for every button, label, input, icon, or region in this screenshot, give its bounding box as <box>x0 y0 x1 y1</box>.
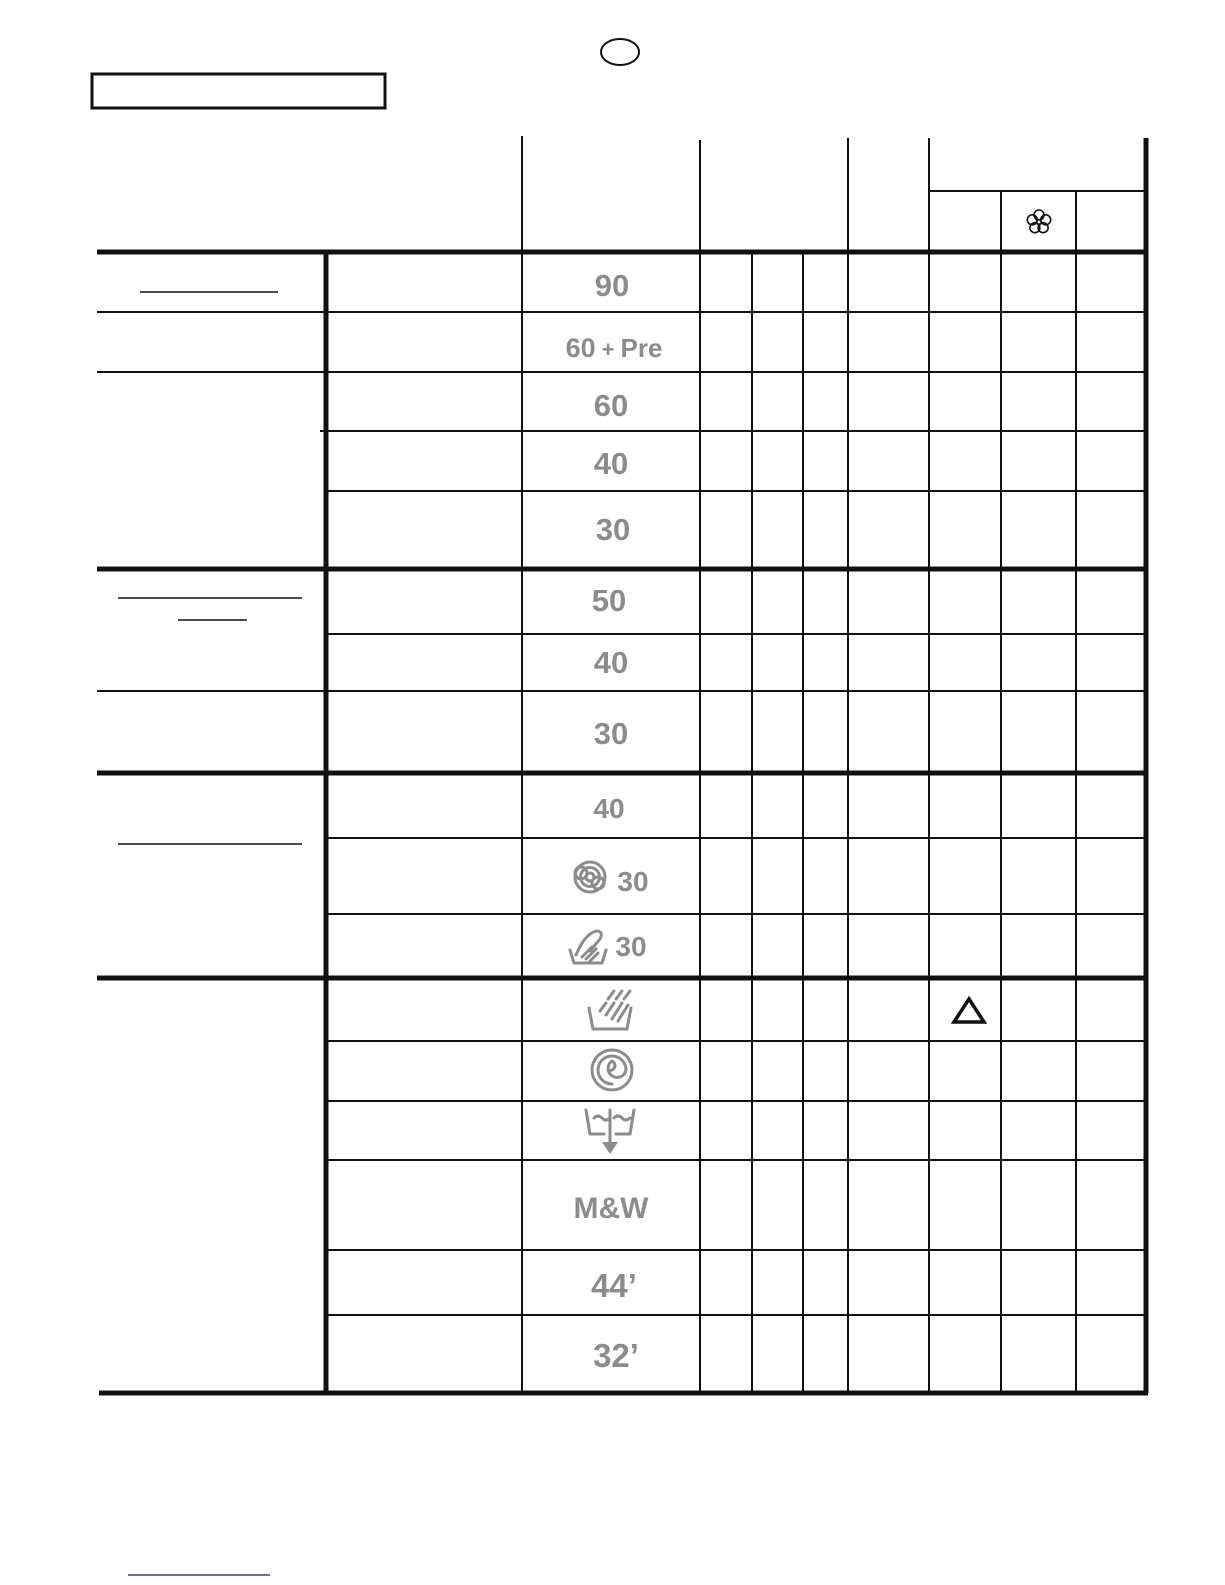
programme-label-row-15: M&W <box>573 1192 649 1225</box>
programme-label-row-8: 30 <box>593 716 629 751</box>
programme-label-row-7: 40 <box>593 645 629 680</box>
hand-wash-icon <box>570 931 606 963</box>
rinse-shower-icon <box>589 991 631 1029</box>
programme-label-row-5: 30 <box>595 512 631 547</box>
programme-label-row-3: 60 <box>593 388 629 423</box>
programme-label-row-9: 40 <box>593 793 625 824</box>
language-badge <box>601 39 639 65</box>
programme-label-row-10: 30 <box>617 866 649 897</box>
title-box <box>92 74 385 108</box>
programme-label-row-17: 32’ <box>593 1337 639 1374</box>
programme-label-row-2 <box>566 333 663 363</box>
programme-label-row-16: 44’ <box>591 1267 637 1304</box>
programme-label-row-2-plus: + <box>601 337 615 362</box>
spin-spiral-icon <box>592 1050 632 1090</box>
column-rules <box>326 252 1076 1393</box>
drain-icon <box>586 1110 634 1154</box>
table-header <box>522 136 1144 252</box>
programme-label-row-1: 90 <box>594 268 630 303</box>
programme-labels <box>566 268 663 1374</box>
programme-label-row-2-pre: Pre <box>620 333 663 363</box>
programme-label-row-4: 40 <box>593 446 629 481</box>
programme-label-row-11: 30 <box>615 931 647 962</box>
programme-label-row-6: 50 <box>591 583 627 618</box>
flower-icon <box>1027 210 1050 233</box>
programme-label-row-2-temp: 60 <box>565 333 596 363</box>
wool-icon <box>575 862 605 892</box>
warning-triangle-icon <box>954 999 984 1022</box>
